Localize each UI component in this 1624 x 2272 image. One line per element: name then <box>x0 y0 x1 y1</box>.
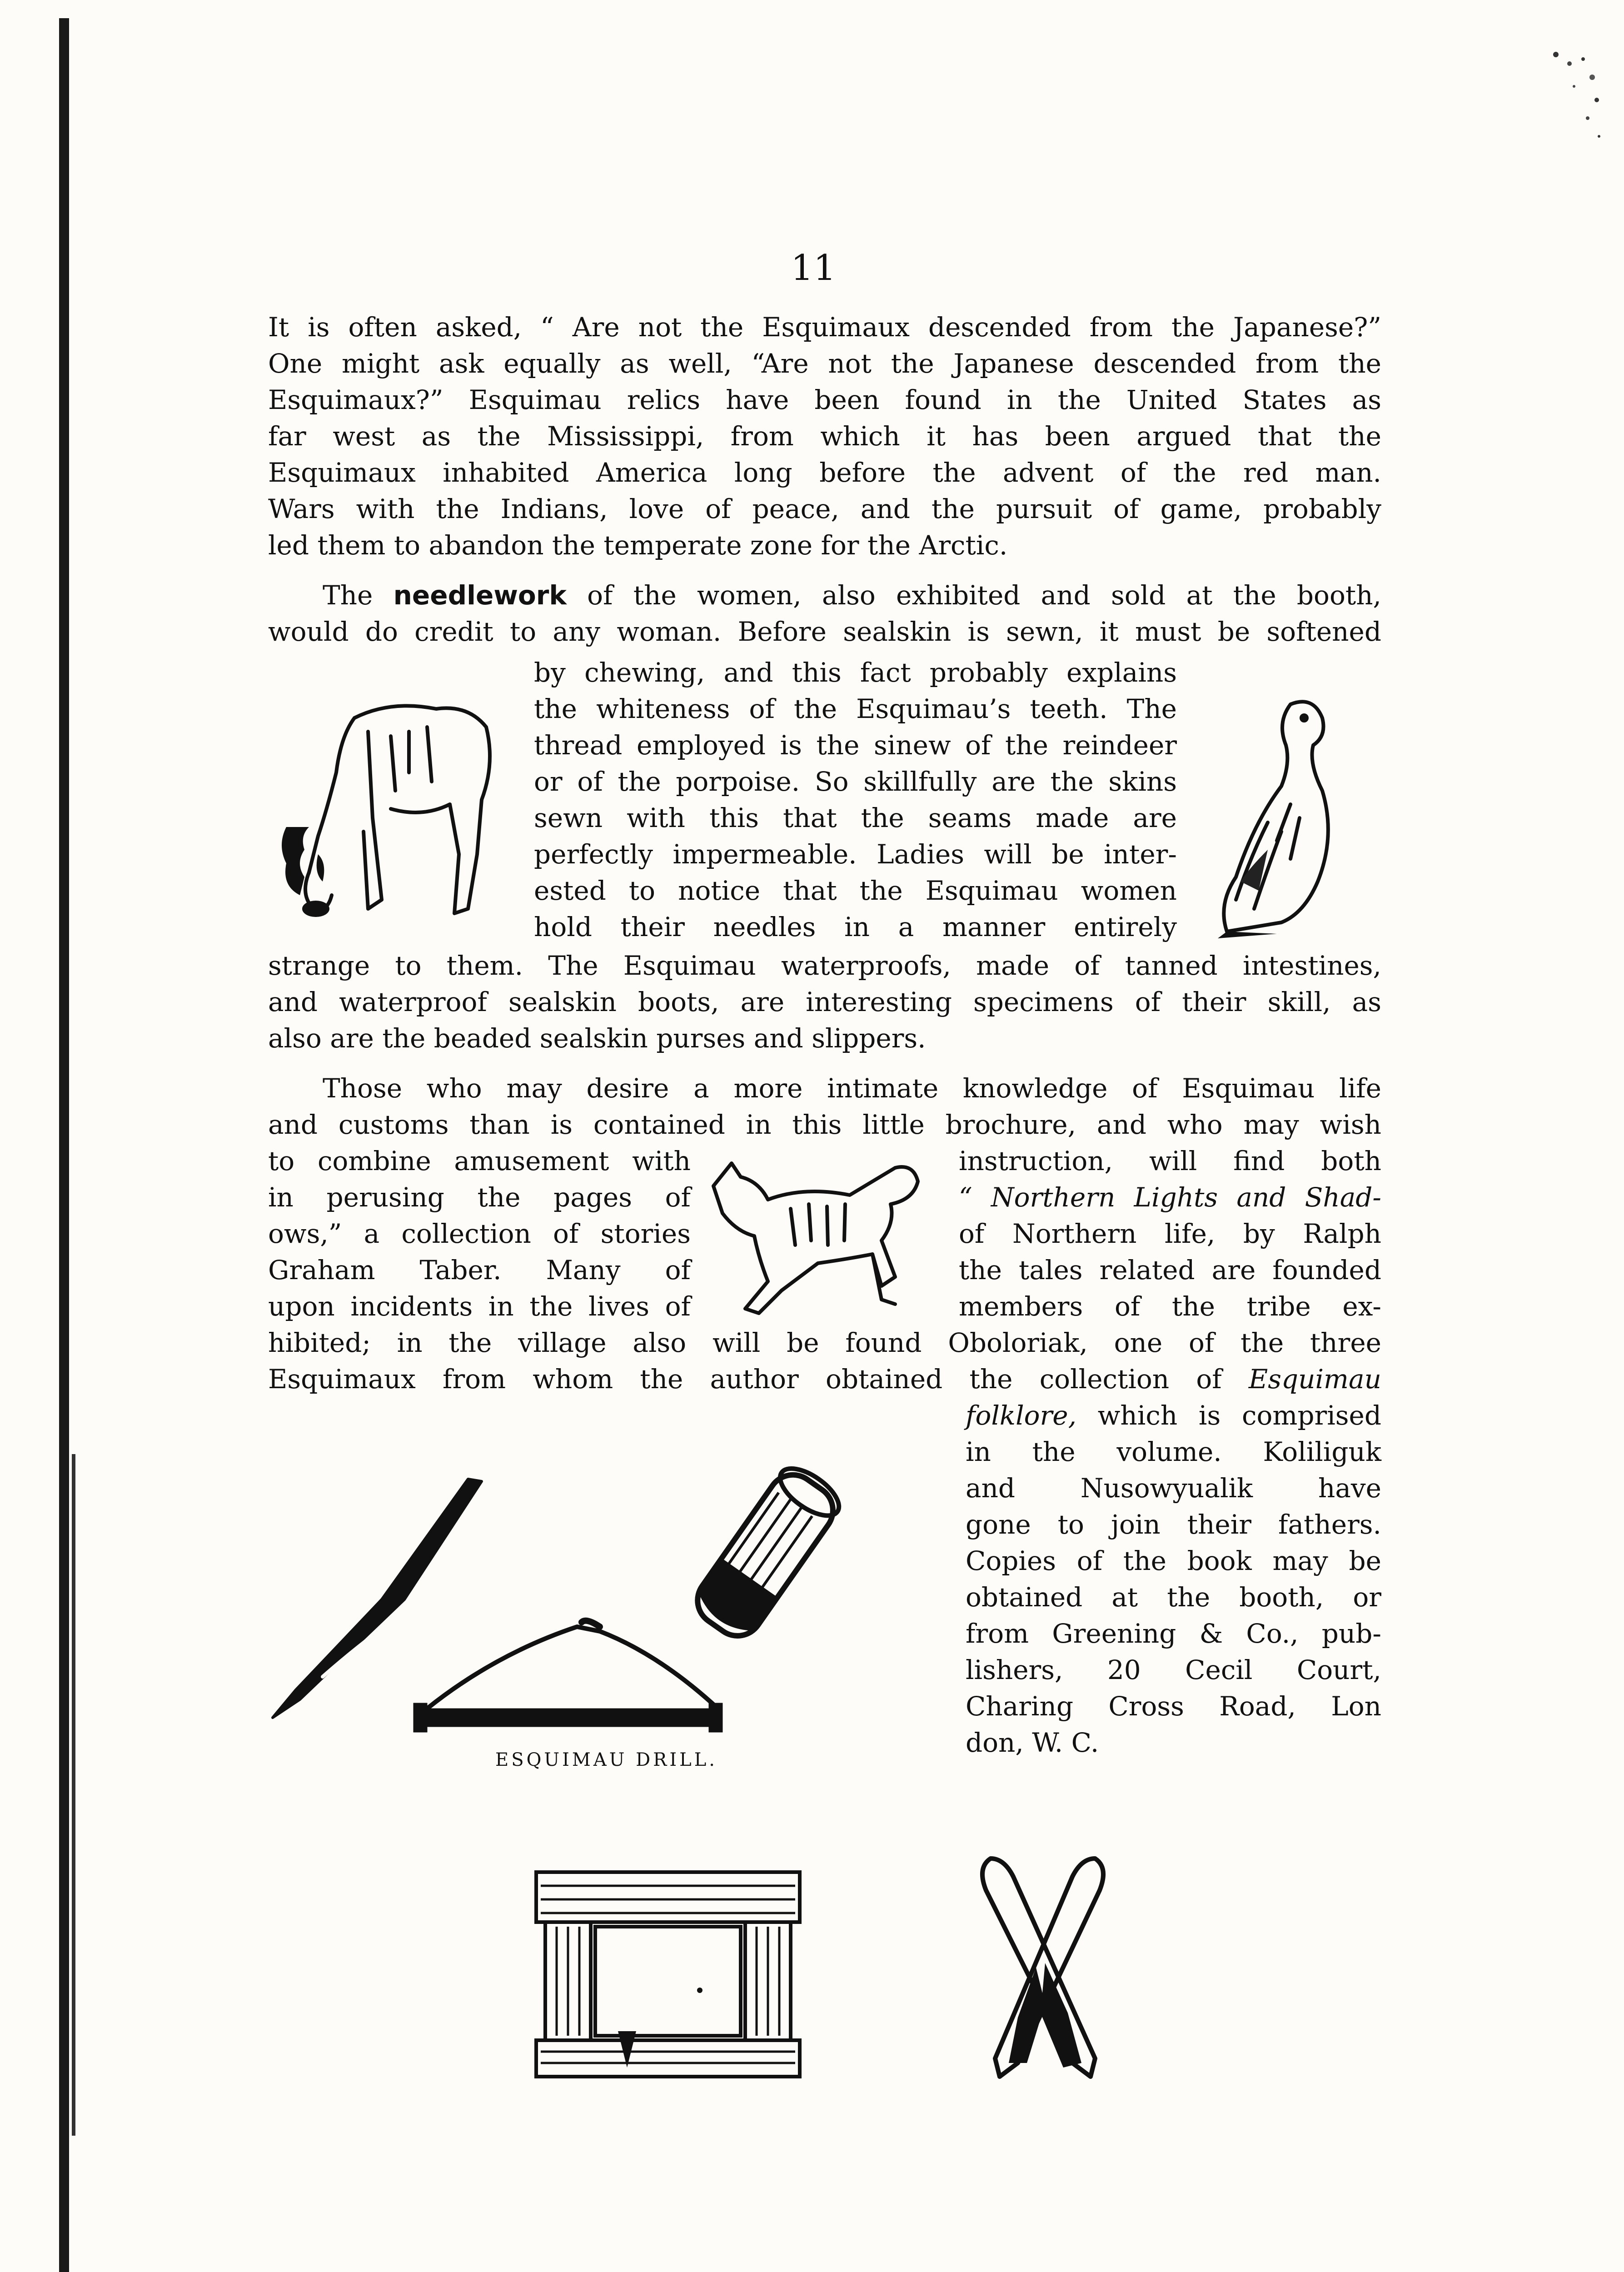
para3-left-col-line: upon incidents in the lives of <box>268 1291 691 1322</box>
para3-left-col-line: in perusing the pages of <box>268 1182 691 1213</box>
corner-speckle <box>1547 45 1606 145</box>
wooden-frame-illustration <box>532 1868 804 2081</box>
para3-narrow-line: Charing Cross Road, Lon <box>966 1691 1381 1722</box>
seabird-illustration <box>1200 686 1354 941</box>
para3-narrow-line: obtained at the booth, or <box>966 1582 1381 1613</box>
para3-line <box>268 1361 1381 1397</box>
para3-text: Esquimaux from whom the author obtained the collection of <box>268 1364 1249 1395</box>
para2-indented-line: perfectly impermeable. Ladies will be inter- <box>534 839 1177 870</box>
para3-right-col-line: members of the tribe ex- <box>959 1291 1381 1322</box>
binding-edge-shadow <box>72 1454 75 2136</box>
para3-left-col-line: ows,” a collection of stories <box>268 1218 691 1249</box>
para3-right-col-line: the tales related are founded <box>959 1255 1381 1285</box>
para3-right-col-line: instruction, will find both <box>959 1146 1381 1176</box>
para2-text: of the women, also exhibited and sold at the booth, <box>566 580 1381 611</box>
para3-narrow-line: in the volume. Koliliguk <box>966 1436 1381 1467</box>
para3-narrow-line: Copies of the book may be <box>966 1545 1381 1576</box>
para2-indented-line: ested to notice that the Esquimau women <box>534 875 1177 906</box>
para1-line: Esquimaux?” Esquimau relics have been found in the United States as <box>268 384 1381 415</box>
para1-line: far west as the Mississippi, from which it has been argued that the <box>268 421 1381 452</box>
page-number: 11 <box>791 248 836 289</box>
para1-line: One might ask equally as well, “Are not the Japanese descended from the <box>268 348 1381 379</box>
book-title-line: “ Northern Lights and Shad- <box>959 1182 1381 1213</box>
needlework-term: needlework <box>393 580 567 611</box>
para1-line: led them to abandon the temperate zone for the Arctic. <box>268 530 1008 561</box>
para2-line: also are the beaded sealskin purses and slippers. <box>268 1023 926 1054</box>
para3-line: hibited; in the village also will be found Oboloriak, one of the three <box>268 1327 1381 1358</box>
para2-line: strange to them. The Esquimau waterproofs, made of tanned intestines, <box>268 950 1381 981</box>
para3-narrow-line: gone to join their fathers. <box>966 1509 1381 1540</box>
drill-caption: ESQUIMAU DRILL. <box>495 1749 718 1770</box>
para2-indented-line: the whiteness of the Esquimau’s teeth. The <box>534 693 1177 724</box>
fox-illustration <box>700 1150 945 1345</box>
para2-first-line <box>323 577 1381 613</box>
para3-text: which is comprised <box>1076 1400 1381 1431</box>
para3-right-col-line: of Northern life, by Ralph <box>959 1218 1381 1249</box>
para2-indented-line: sewn with this that the seams made are <box>534 802 1177 833</box>
para3-narrow-line: and Nusowyualik have <box>966 1473 1381 1504</box>
para2-text: The <box>323 580 394 611</box>
para3-narrow-line: don, W. C. <box>966 1727 1099 1758</box>
para1-line: Esquimaux inhabited America long before the advent of the red man. <box>268 457 1381 488</box>
drill-illustration <box>268 1463 959 1745</box>
para3-narrow-line <box>966 1397 1381 1434</box>
para1-line: It is often asked, “ Are not the Esquimaux descended from the Japanese?” <box>268 312 1381 343</box>
para2-line: and waterproof sealskin boots, are interesting specimens of their skill, as <box>268 987 1381 1017</box>
para3-narrow-line: lishers, 20 Cecil Court, <box>966 1654 1381 1685</box>
para2-indented-line: by chewing, and this fact probably explains <box>534 657 1177 688</box>
para3-line: Those who may desire a more intimate knowledge of Esquimau life <box>323 1073 1381 1104</box>
para2-line: would do credit to any woman. Before sealskin is sewn, it must be softened <box>268 616 1381 647</box>
crossed-snowshoes-illustration <box>959 1849 1131 2086</box>
para2-indented-line: hold their needles in a manner entirely <box>534 912 1177 942</box>
para1-line: Wars with the Indians, love of peace, and the pursuit of game, probably <box>268 493 1381 524</box>
para3-line: and customs than is contained in this little brochure, and who may wish <box>268 1109 1381 1140</box>
para2-indented-line: thread employed is the sinew of the reindeer <box>534 730 1177 761</box>
reindeer-illustration <box>273 682 527 945</box>
folklore-term: folklore, <box>966 1400 1077 1431</box>
para3-left-col-line: Graham Taber. Many of <box>268 1255 691 1285</box>
para2-indented-line: or of the porpoise. So skillfully are the skins <box>534 766 1177 797</box>
para3-italic-text: Esquimau <box>1248 1364 1381 1395</box>
para3-narrow-line: from Greening & Co., pub- <box>966 1618 1381 1649</box>
binding-edge <box>59 18 69 2272</box>
para3-left-col-line: to combine amusement with <box>268 1146 691 1176</box>
